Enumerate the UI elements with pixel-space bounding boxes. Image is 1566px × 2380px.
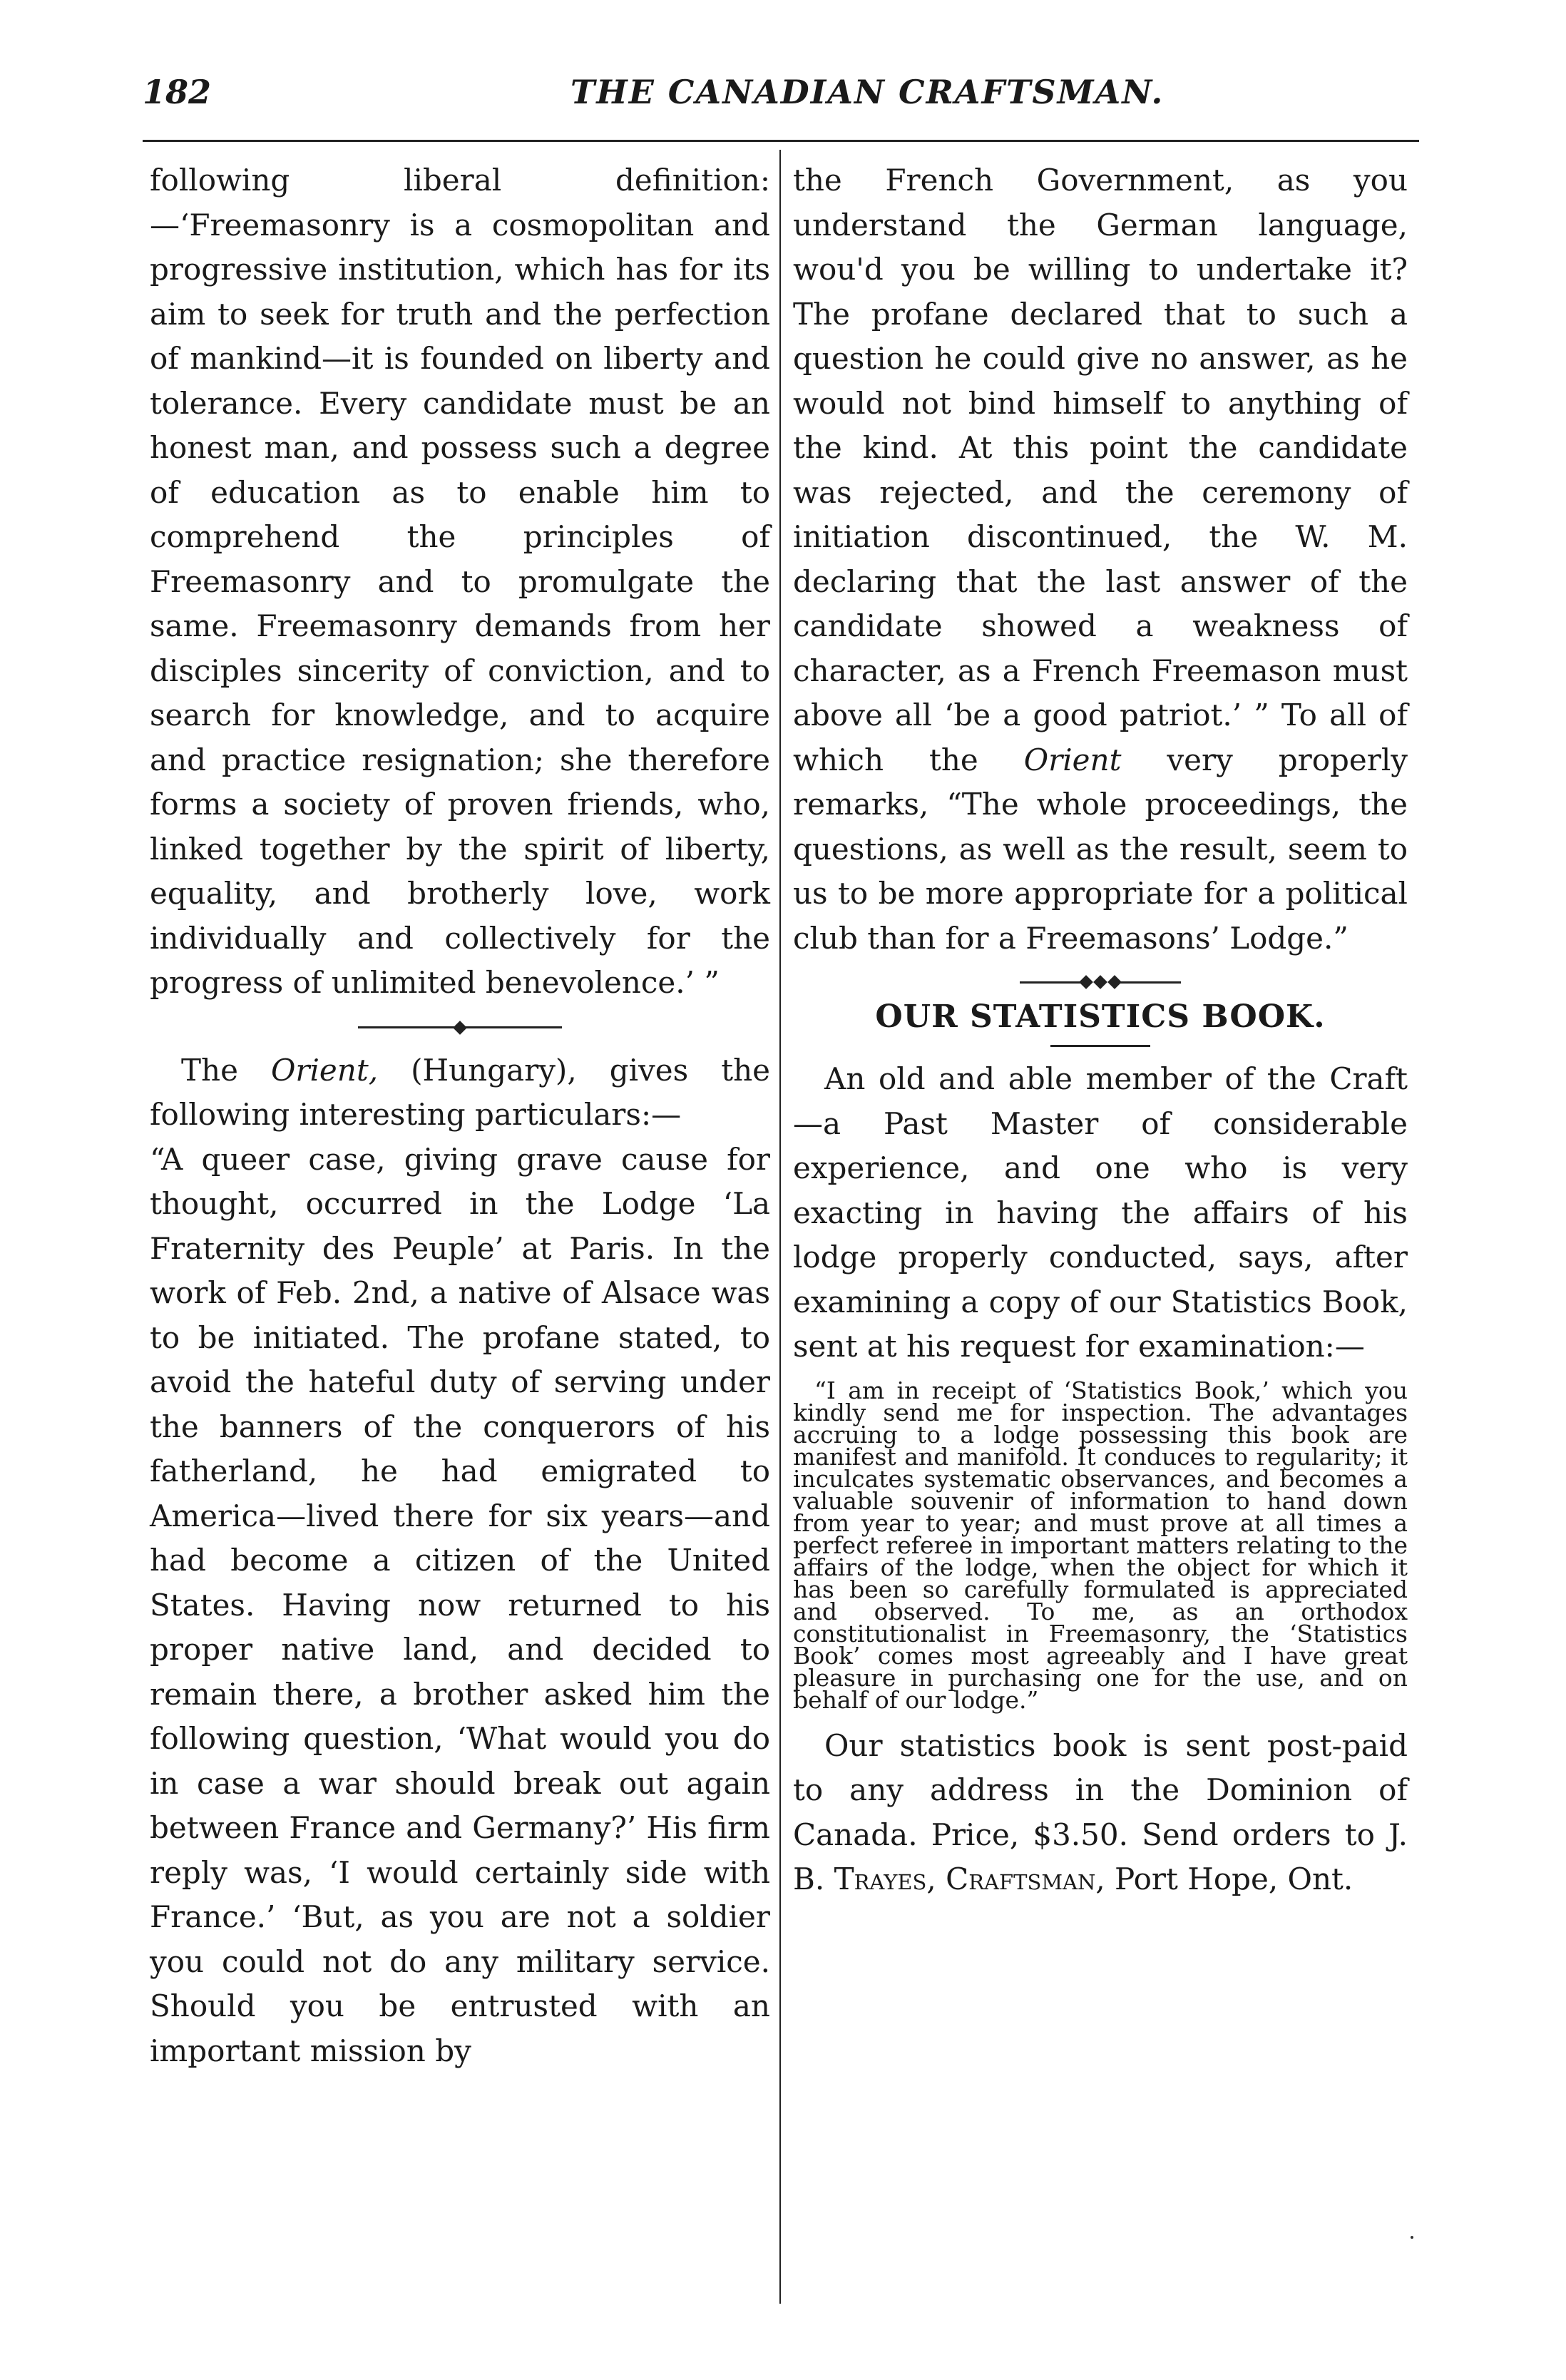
print-speck: [1411, 2236, 1413, 2239]
continued-paragraph: the French Government, as you understand the German language, wou'd you be willing to undertake it? The profane declared that to such a question he could give no answer, as he would not bind himself to anything of the kind. At this point the candidate was rejected, and the ceremony of initiation discontinued, the W. M. declaring that the last answer of the candidate showed a weakness of character, as a French Freemason must above all ‘be a good patriot.’ ” To all of which the Orient very properly remarks, “The whole proceedings, the questions, as well as the result, seem to us to be more appropriate for a political club than for a Freemasons’ Lodge.”: [793, 163, 1408, 956]
publication-name: Orient: [1023, 742, 1122, 777]
page-number: 182: [143, 73, 212, 111]
heading-rule: [1050, 1045, 1150, 1047]
page-header: [143, 68, 1426, 133]
running-title: THE CANADIAN CRAFTSMAN.: [570, 73, 1165, 111]
left-column: [150, 158, 770, 2073]
publication-place: Craftsman: [946, 1861, 1096, 1896]
right-column: [793, 158, 1408, 1902]
definition-paragraph: following liberal definition:—‘Freemasonry is a cosmopolitan and progressive institution, which has for its aim to seek for truth and the perfection of mankind—it is founded on liberty and tolerance. Every candidate must be an honest man, and possess such a degree of education as to enable him to comprehend the principles of Freemasonry and to promulgate the same. Freemasonry demands from her disciples sincerity of conviction, and to search for knowledge, and to acquire and practice resignation; she therefore forms a society of proven friends, who, linked together by the spirit of liberty, equality, and brotherly love, work individually and collectively for the progress of unlimited benevolence.’ ”: [150, 163, 770, 1000]
order-paragraph: Our statistics book is sent post-paid to any address in the Dominion of Canada. Price, $3.50. Send orders to J. B. Trayes, Craftsman, Port Hope, Ont.: [793, 1727, 1408, 1896]
orient-intro-paragraph: The Orient, (Hungary), gives the following interesting particulars:—: [150, 1052, 770, 1132]
testimonial-quote: “I am in receipt of ‘Statistics Book,’ which you kindly send me for inspection. The advantages accruing to a lodge possessing this book are manifest and manifold. It conduces to regularity; it inculcates systematic observances, and becomes a valuable souvenir of information to hand down from year to year; and must prove at all times a perfect referee in important matters relating to the affairs of the lodge, when the object for which it has been so carefully formulated is appreciated and observed. To me, as an orthodox constitutionalist in Freemasonry, the ‘Statistics Book’ comes most agreeably and I have great pleasure in purchasing one for the use, and on behalf of our lodge.”: [793, 1376, 1408, 1714]
section-ornament: [793, 971, 1408, 992]
column-divider: [779, 150, 781, 2304]
member-paragraph: An old and able member of the Craft—a Past Master of considerable experience, and one who is very exacting in having the affairs of his lodge properly conducted, says, after examining a copy of our Statistics Book, sent at his request for examination:—: [793, 1061, 1408, 1364]
queer-case-paragraph: “A queer case, giving grave cause for thought, occurred in the Lodge ‘La Fraternity des Peuple’ at Paris. In the work of Feb. 2nd, a native of Alsace was to be initiated. The profane stated, to avoid the hateful duty of serving under the banners of the conquerors of his fatherland, he had emigrated to America—lived there for six years—and had become a citizen of the United States. Having now returned to his proper native land, and decided to remain there, a brother asked him the following question, ‘What would you do in case a war should break out again between France and Germany?’ His firm reply was, ‘I would certainly side with France.’ ‘But, as you are not a soldier you could not do any military service. Should you be entrusted with an important mission by: [150, 1141, 770, 2068]
publisher-name: Trayes: [834, 1861, 927, 1896]
section-ornament: [150, 1006, 770, 1048]
section-heading: OUR STATISTICS BOOK.: [875, 999, 1326, 1035]
publication-name: Orient,: [270, 1052, 379, 1088]
header-rule: [143, 140, 1419, 142]
